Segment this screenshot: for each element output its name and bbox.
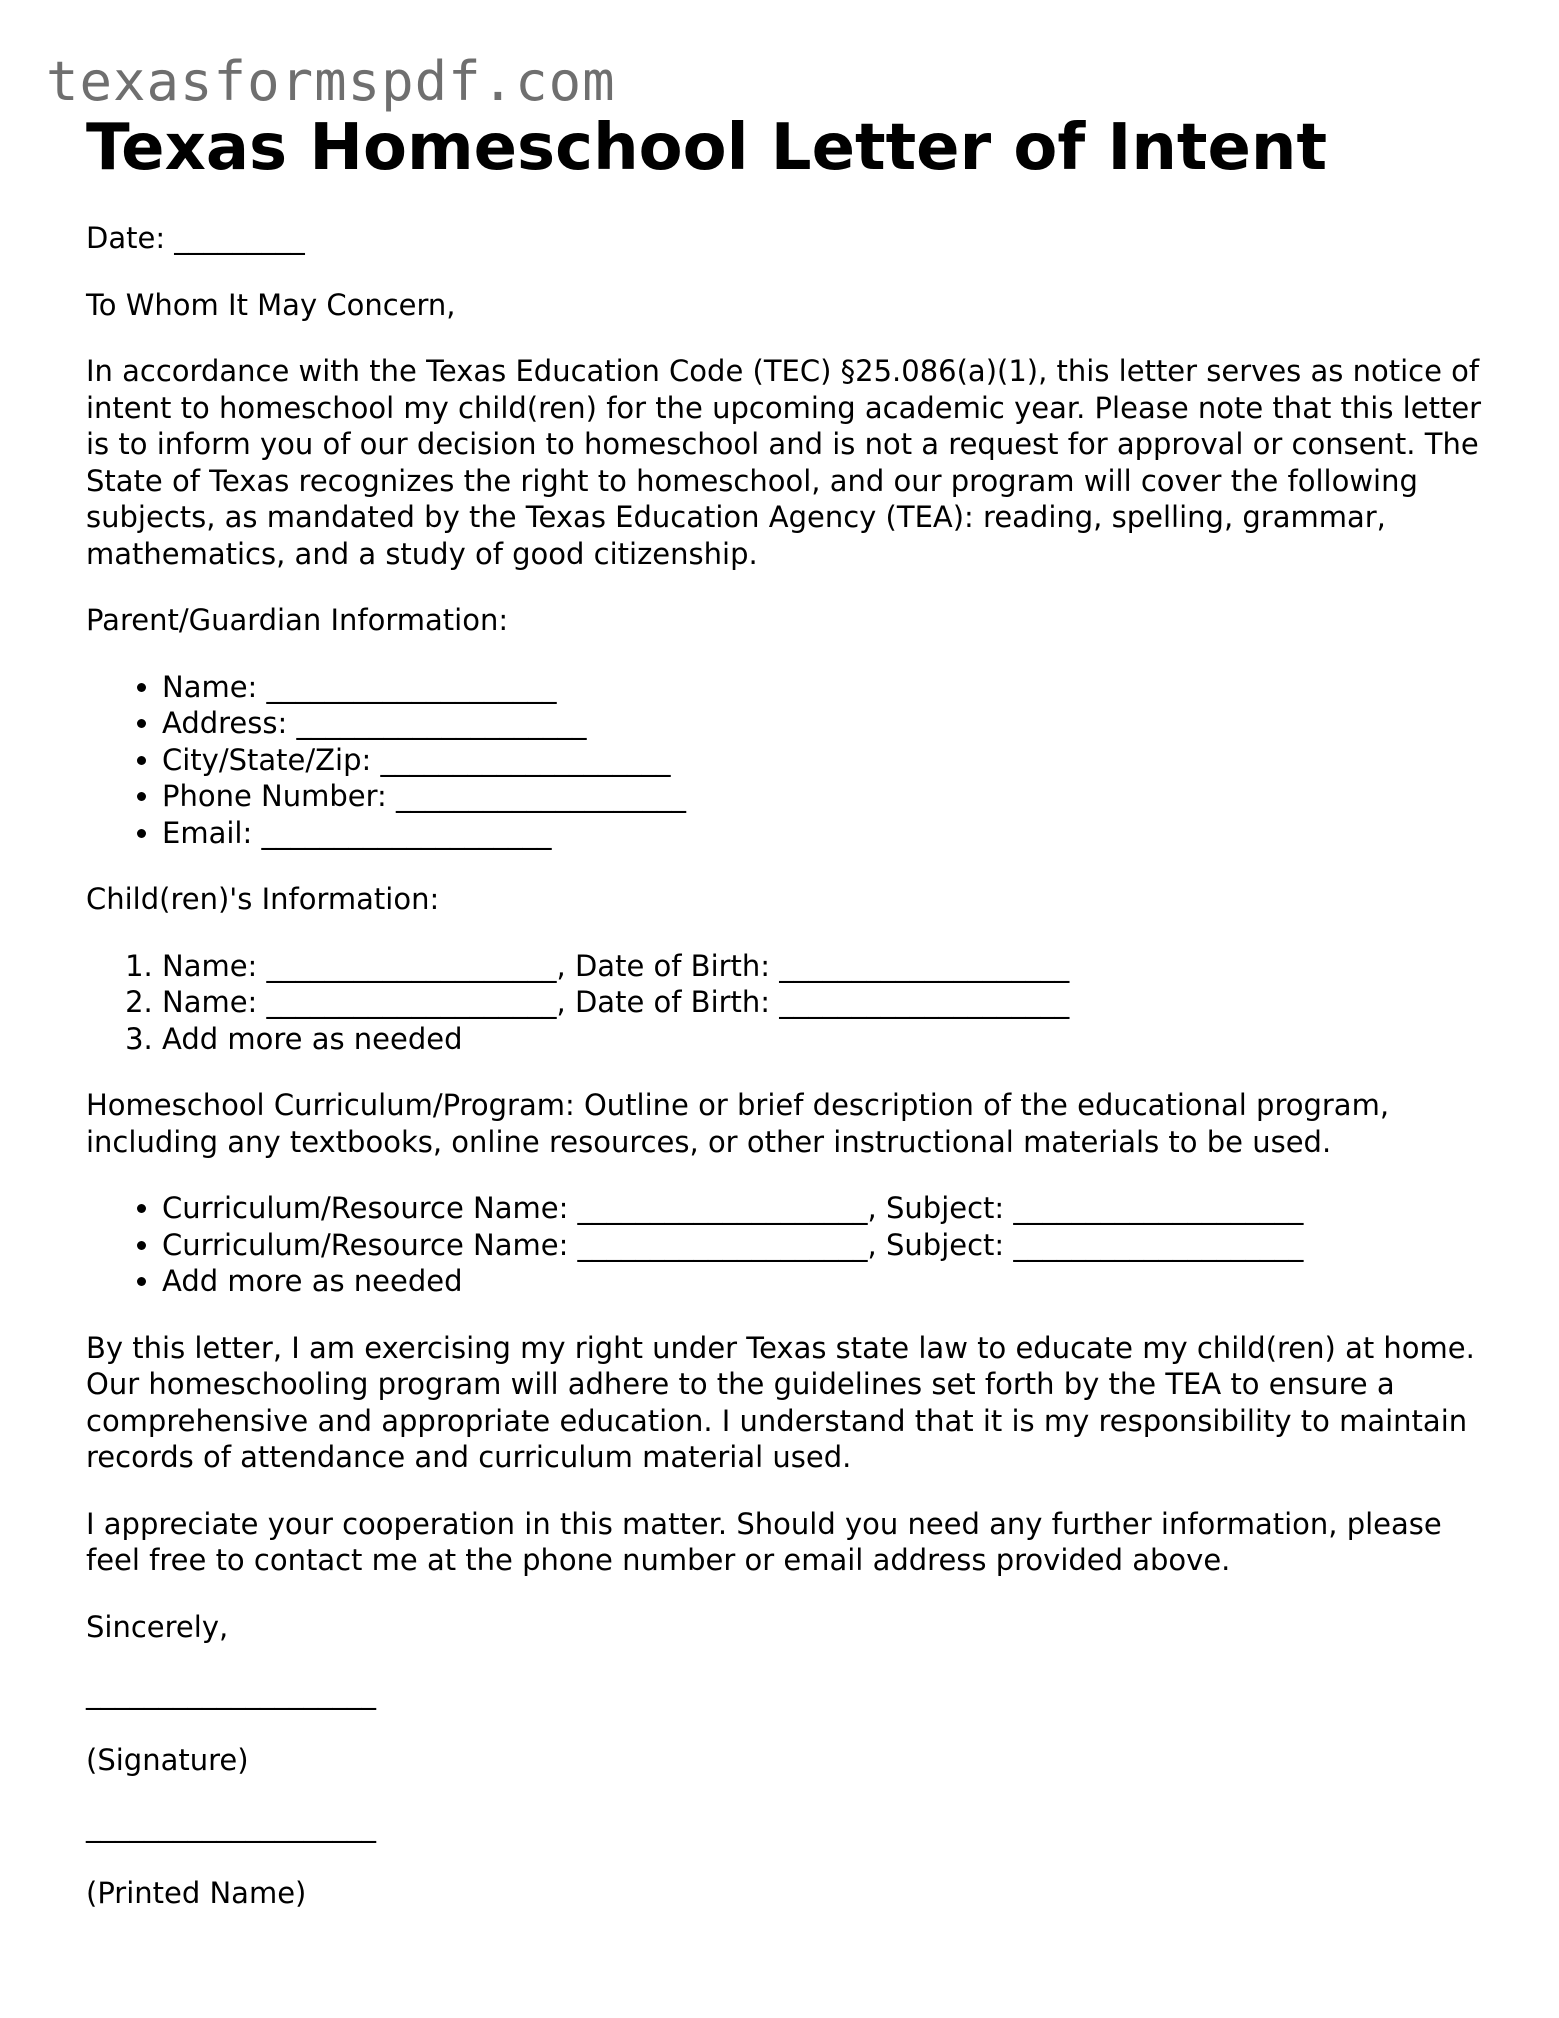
- parent-phone-field: • Phone Number: ____________________: [162, 778, 1486, 815]
- children-heading: Child(ren)'s Information:: [86, 882, 440, 916]
- salutation: To Whom It May Concern,: [86, 287, 456, 322]
- parent-name-field: • Name: ____________________: [162, 669, 1486, 706]
- letter-body: [86, 220, 1486, 1941]
- intro-paragraph: In accordance with the Texas Education Code (TEC) §25.086(a)(1), this letter serves as notice of intent to homeschool my child(ren) for the upcoming academic year. Please note that this letter is to inform you of our decision to homeschool and is not a request for approval or consent. The State of Texas recognizes the right to homeschool, and our program will cover the following subjects, as mandated by the Texas Education Agency (TEA): reading, spelling, grammar, mathematics, and a study of good citizenship.: [86, 354, 1482, 571]
- parent-heading: Parent/Guardian Information:: [86, 603, 509, 637]
- curriculum-entry-1: • Curriculum/Resource Name: ____________________, Subject: ____________________: [162, 1190, 1486, 1227]
- date-line: Date: _________: [86, 221, 305, 255]
- page-title: Texas Homeschool Letter of Intent: [86, 111, 1328, 185]
- parent-city-state-zip-field: • City/State/Zip: ____________________: [162, 742, 1486, 779]
- closing-paragraph: I appreciate your cooperation in this matter. Should you need any further information, please feel free to contact me at the phone number or email address provided above.: [86, 1506, 1442, 1577]
- child-entry-2: 2. Name: ____________________, Date of Birth: ____________________: [162, 984, 1486, 1021]
- curriculum-fields-list: [86, 1190, 1486, 1300]
- children-fields-list: [86, 948, 1486, 1058]
- printed-name-line: ____________________: [86, 1809, 376, 1843]
- signature-label: (Signature): [86, 1742, 249, 1777]
- parent-email-field: • Email: ____________________: [162, 815, 1486, 852]
- parent-address-field: • Address: ____________________: [162, 705, 1486, 742]
- curriculum-intro: Homeschool Curriculum/Program: Outline or brief description of the educational program, including any textbooks, online resources, or other instructional materials to be used.: [86, 1088, 1390, 1159]
- sign-off: Sincerely,: [86, 1609, 229, 1644]
- printed-name-label: (Printed Name): [86, 1875, 307, 1910]
- curriculum-entry-more: • Add more as needed: [162, 1263, 1486, 1300]
- signature-line: ____________________: [86, 1676, 376, 1710]
- child-entry-1: 1. Name: ____________________, Date of Birth: ____________________: [162, 948, 1486, 985]
- child-entry-more: 3. Add more as needed: [162, 1021, 1486, 1058]
- rights-paragraph: By this letter, I am exercising my right under Texas state law to educate my child(ren) at home. Our homeschooling program will adhere to the guidelines set forth by the TEA to ensure a comprehensive and appropriate education. I understand that it is my responsibility to maintain records of attendance and curriculum material used.: [86, 1330, 1475, 1474]
- parent-fields-list: [86, 669, 1486, 852]
- curriculum-entry-2: • Curriculum/Resource Name: ____________________, Subject: ____________________: [162, 1227, 1486, 1264]
- site-watermark: texasformspdf.com: [46, 50, 616, 113]
